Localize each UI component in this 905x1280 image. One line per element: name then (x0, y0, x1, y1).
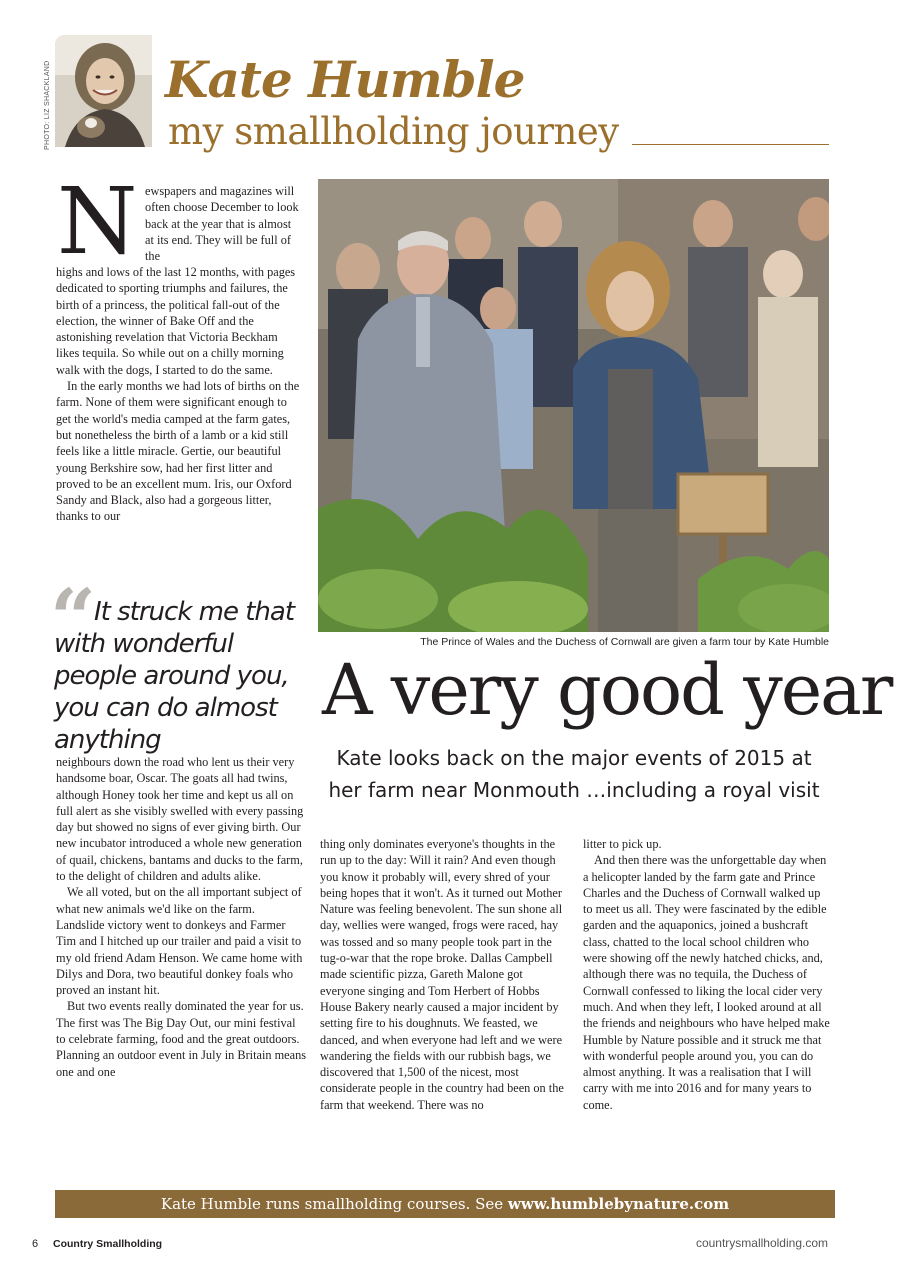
farm-tour-illustration (318, 179, 829, 632)
author-name: Kate Humble (165, 50, 525, 109)
dropcap: N (57, 168, 138, 275)
article-column-2 (320, 836, 568, 1113)
article-paragraph: litter to pick up. (583, 837, 662, 851)
article-paragraph: highs and lows of the last 12 months, with pages dedicated to sporting triumphs and failures, the birth of a princess, the political fall-out of the election, the winner of Bake Off and the astonishing revelation that Victoria Beckham likes tequila. So while out on a chilly morning walk with the dogs, I started to do the same. (56, 265, 296, 377)
article-column-3 (583, 836, 831, 1113)
article-column-1-top (56, 264, 303, 525)
page-number: 6 (32, 1238, 39, 1250)
article-intro-narrow (145, 183, 303, 264)
title-rule (632, 144, 829, 145)
article-paragraph: neighbours down the road who lent us their very handsome boar, Oscar. The goats all had twins, although Honey took her time and kept us all on full alert as she visibly swelled with every passing day but showed no signs of ever giving birth. Our new incubator introduced a whole new generation of quail, chickens, bantams and ducks to the farm, to the delight of children and adults alike. (56, 755, 304, 884)
article-paragraph: In the early months we had lots of births on the farm. None of them were significant enough to get the world's media camped at the farm gates, but nonetheless the birth of a lamb or a kid still feels like a little miracle. Gertie, our beautiful young Berkshire sow, had her first litter and proved to be an excellent mum. Iris, our Oxford Sandy and Black, also had a gorgeous litter, thanks to our (56, 379, 300, 524)
author-portrait (55, 35, 152, 147)
quote-mark-icon: “ (50, 571, 97, 665)
headline: A very good year (322, 649, 892, 731)
site-url-link[interactable]: countrysmallholding.com (695, 1236, 828, 1250)
main-photo (318, 179, 829, 632)
photo-credit-text: PHOTO: LIZ SHACKLAND (44, 60, 51, 150)
article-column-1-bottom (56, 754, 306, 1080)
article-paragraph: And then there was the unforgettable day when a helicopter landed by the farm gate and Prince Charles and the Duchess of Cornwall walked up to meet us all. They were fascinated by the edible garden and the aquaponics, joined a bushcraft class, chatted to the local school children who were showing off the newly hatched chicks, and, although there was no tequila, the Duchess of Cornwall confessed to liking the local cider very much. And when they left, I looked around at all the friends and neighbours who have helped make Humble by Nature possible and it struck me that with wonderful people around you, you can do almost anything. It was a realisation that I will carry with me into 2016 and for many years to come. (583, 853, 830, 1112)
pull-quote (54, 596, 316, 756)
article-paragraph: But two events really dominated the year for us. The first was The Big Day Out, our mini festival to celebrate farming, food and the great outdoors. Planning an outdoor event in July in Britain means one and one (56, 999, 307, 1079)
courses-banner (55, 1190, 835, 1218)
banner-url-link[interactable]: www.humblebynature.com (507, 1195, 730, 1213)
article-paragraph: thing only dominates everyone's thoughts in the run up to the day: Will it rain? And even though you know it probably will, every shred of your being hopes that it won't. As it turned out Mother Nature was feeling benevolent. The sun shone all day, wellies were wanged, frogs were raced, hay was tossed and so many people took part in the tug-o-war that the rope broke. Dallas Campbell made scientific pizza, Gareth Malone got everyone singing and Tom Herbert of Hobbs House Bakery nearly caused a major incident by setting fire to his doughnuts. We feasted, we danced, and when everyone had left and we were wandering the fields with our rubbish bags, we discovered that 1,500 of the nicest, most considerate people in the country had been on the farm that weekend. There was no (320, 837, 564, 1112)
portrait-illustration (55, 35, 152, 147)
article-paragraph: ewspapers and magazines will often choose December to look back at the year that is almost at its end. They will be full of the (145, 184, 299, 264)
article-paragraph: We all voted, but on the all important subject of what new animals we'd like on the farm. Landslide victory went to donkeys and Farmer Tim and I hitched up our trailer and paid a visit to my old friend Adam Henson. We came home with Dilys and Dora, two beautiful donkey foals who proved an instant hit. (56, 885, 303, 998)
photo-caption: The Prince of Wales and the Duchess of Cornwall are given a farm tour by Kate Humble (420, 636, 829, 648)
banner-text: Kate Humble runs smallholding courses. See (160, 1195, 508, 1213)
standfirst: Kate looks back on the major events of 2015 at her farm near Monmouth …including a royal visit (328, 746, 820, 802)
magazine-name: Country Smallholding (53, 1238, 163, 1250)
series-title: my smallholding journey (168, 110, 619, 153)
pull-quote-text: It struck me that with wonderful people around you, you can do almost anything (54, 597, 295, 755)
